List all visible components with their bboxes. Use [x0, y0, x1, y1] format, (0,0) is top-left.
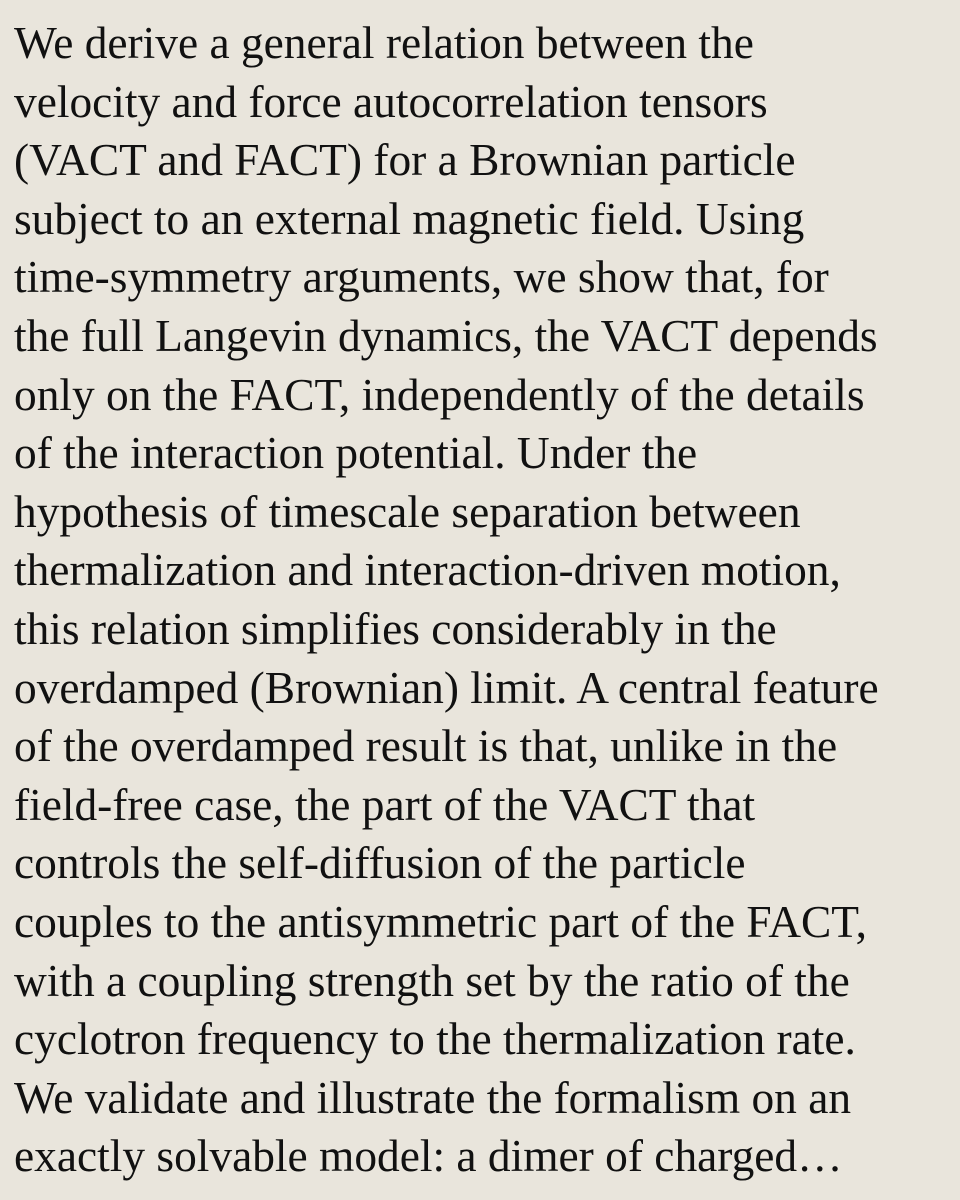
abstract-line: controls the self-diffusion of the particle	[14, 838, 746, 889]
abstract-line: of the overdamped result is that, unlike in the	[14, 721, 838, 772]
abstract-line: velocity and force autocorrelation tensors	[14, 76, 768, 127]
abstract-line: this relation simplifies considerably in the	[14, 603, 777, 654]
abstract-line: subject to an external magnetic field. Using	[14, 193, 805, 244]
abstract-line: time-symmetry arguments, we show that, for	[14, 252, 829, 303]
abstract-line: only on the FACT, independently of the details	[14, 369, 865, 420]
abstract-line: of the interaction potential. Under the	[14, 428, 698, 479]
abstract-line: We derive a general relation between the	[14, 18, 754, 68]
abstract-line: field-free case, the part of the VACT that	[14, 779, 756, 830]
abstract-line: cyclotron frequency to the thermalization rate.	[14, 1014, 856, 1065]
abstract-line: the full Langevin dynamics, the VACT depends	[14, 310, 878, 361]
abstract-line: overdamped (Brownian) limit. A central feature	[14, 662, 879, 713]
abstract-line: with a coupling strength set by the ratio of the	[14, 955, 850, 1006]
abstract-line: couples to the antisymmetric part of the FACT,	[14, 896, 867, 947]
abstract-line: We validate and illustrate the formalism on an	[14, 1072, 852, 1123]
abstract-line: (VACT and FACT) for a Brownian particle	[14, 135, 796, 186]
abstract-line: hypothesis of timescale separation between	[14, 486, 801, 537]
abstract-line: thermalization and interaction-driven motion,	[14, 545, 841, 596]
abstract-text	[14, 14, 960, 1186]
abstract-line: exactly solvable model: a dimer of charged…	[14, 1131, 843, 1182]
